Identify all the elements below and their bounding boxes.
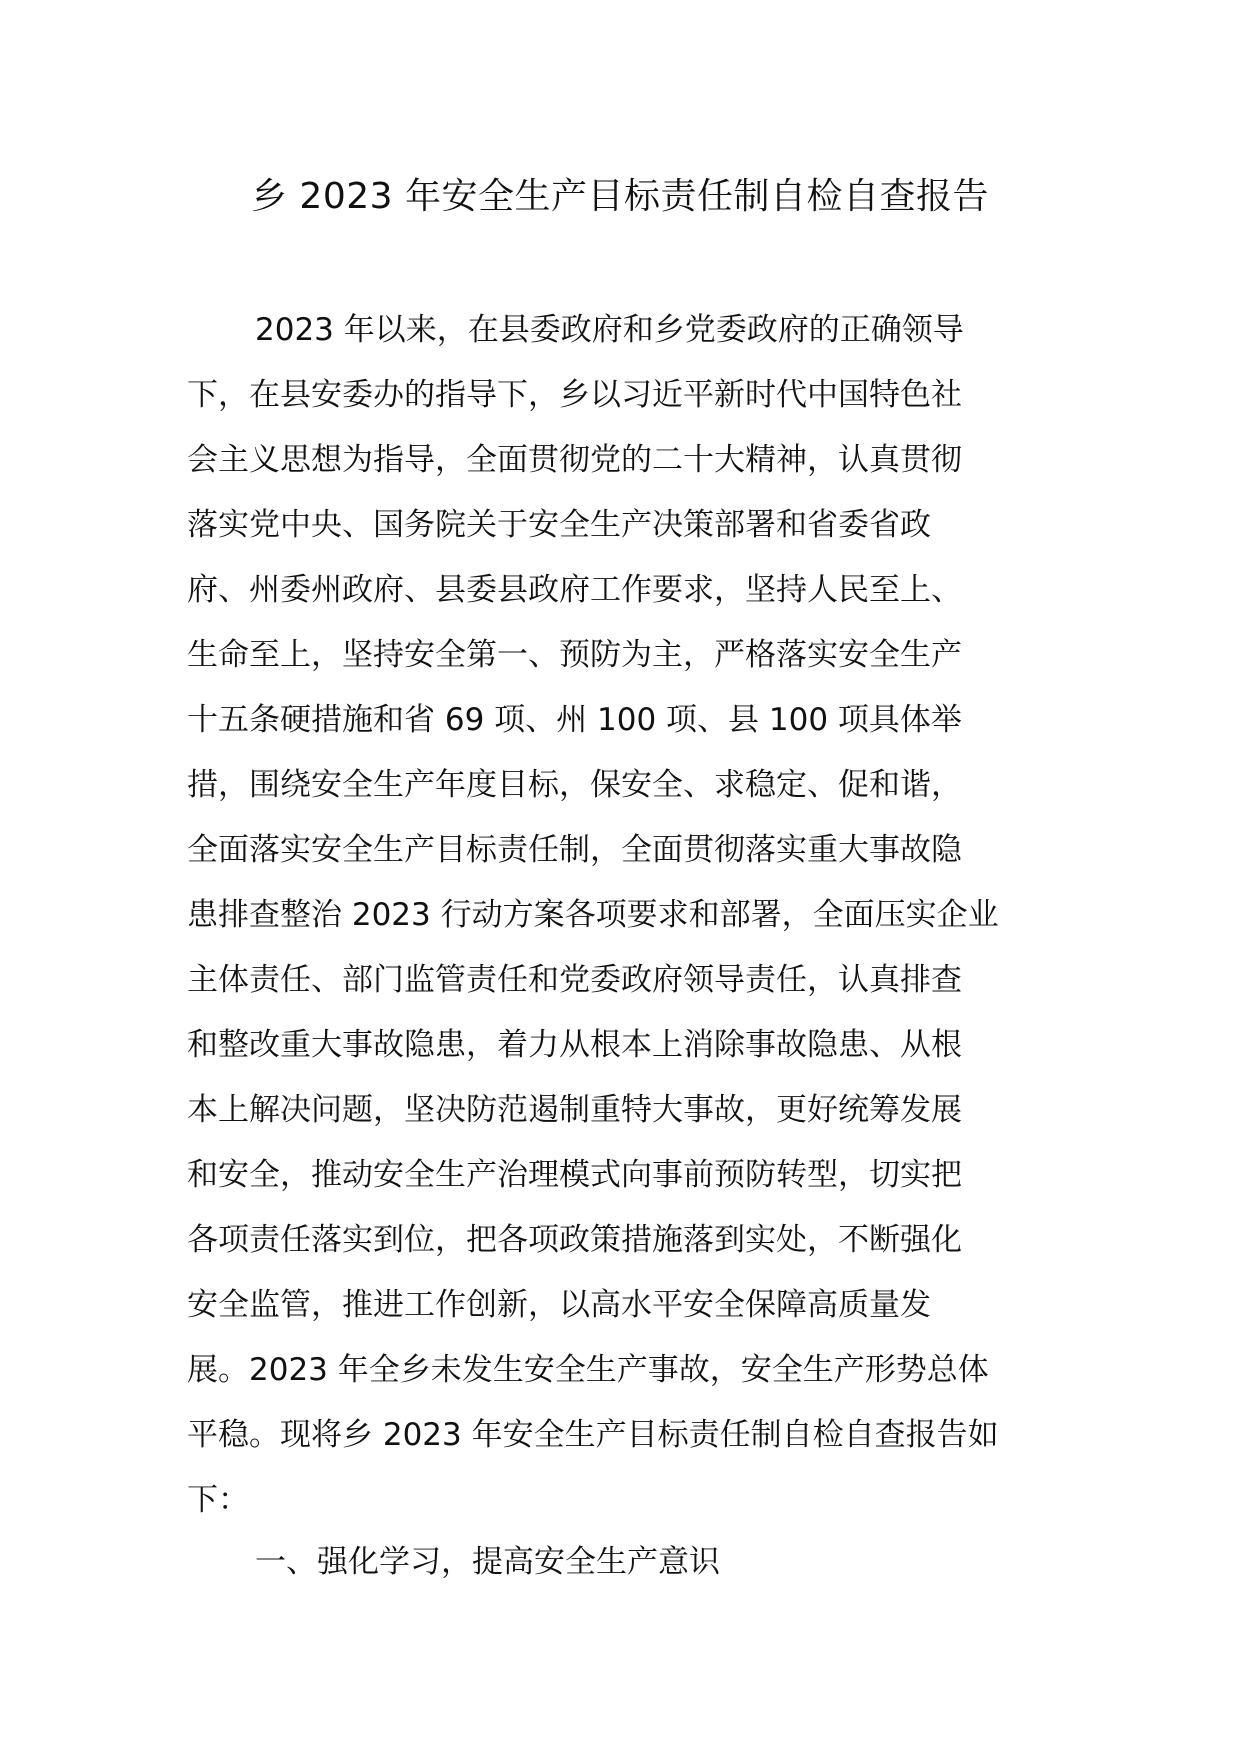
intro-paragraph bbox=[187, 298, 1057, 1533]
paragraph-line: 和安全，推动安全生产治理模式向事前预防转型，切实把 bbox=[187, 1157, 962, 1193]
paragraph-line: 下： bbox=[187, 1482, 249, 1518]
paragraph-line: 2023 年以来，在县委政府和乡党委政府的正确领导 bbox=[255, 312, 964, 348]
paragraph-line: 会主义思想为指导，全面贯彻党的二十大精神，认真贯彻 bbox=[187, 442, 962, 478]
section-heading: 一、强化学习，提高安全生产意识 bbox=[255, 1544, 720, 1580]
paragraph-line: 下，在县安委办的指导下，乡以习近平新时代中国特色社 bbox=[187, 377, 962, 413]
paragraph-line: 落实党中央、国务院关于安全生产决策部署和省委省政 bbox=[187, 507, 931, 543]
paragraph-line: 府、州委州政府、县委县政府工作要求，坚持人民至上、 bbox=[187, 572, 962, 608]
paragraph-line: 本上解决问题，坚决防范遏制重特大事故，更好统筹发展 bbox=[187, 1092, 962, 1128]
paragraph-line: 患排查整治 2023 行动方案各项要求和部署，全面压实企业 bbox=[187, 897, 999, 933]
paragraph-line: 展。2023 年全乡未发生安全生产事故，安全生产形势总体 bbox=[187, 1352, 989, 1388]
paragraph-line: 十五条硬措施和省 69 项、州 100 项、县 100 项具体举 bbox=[187, 702, 962, 738]
document-title: 乡 2023 年安全生产目标责任制自检自查报告 bbox=[250, 176, 989, 217]
paragraph-line: 各项责任落实到位，把各项政策措施落到实处，不断强化 bbox=[187, 1222, 962, 1258]
paragraph-line: 全面落实安全生产目标责任制，全面贯彻落实重大事故隐 bbox=[187, 832, 962, 868]
paragraph-line: 主体责任、部门监管责任和党委政府领导责任，认真排查 bbox=[187, 962, 962, 998]
paragraph-line: 和整改重大事故隐患，着力从根本上消除事故隐患、从根 bbox=[187, 1027, 962, 1063]
paragraph-line: 平稳。现将乡 2023 年安全生产目标责任制自检自查报告如 bbox=[187, 1417, 999, 1453]
paragraph-line: 措，围绕安全生产年度目标，保安全、求稳定、促和谐， bbox=[187, 767, 962, 803]
paragraph-line: 生命至上，坚持安全第一、预防为主，严格落实安全生产 bbox=[187, 637, 962, 673]
paragraph-line: 安全监管，推进工作创新，以高水平安全保障高质量发 bbox=[187, 1287, 931, 1323]
